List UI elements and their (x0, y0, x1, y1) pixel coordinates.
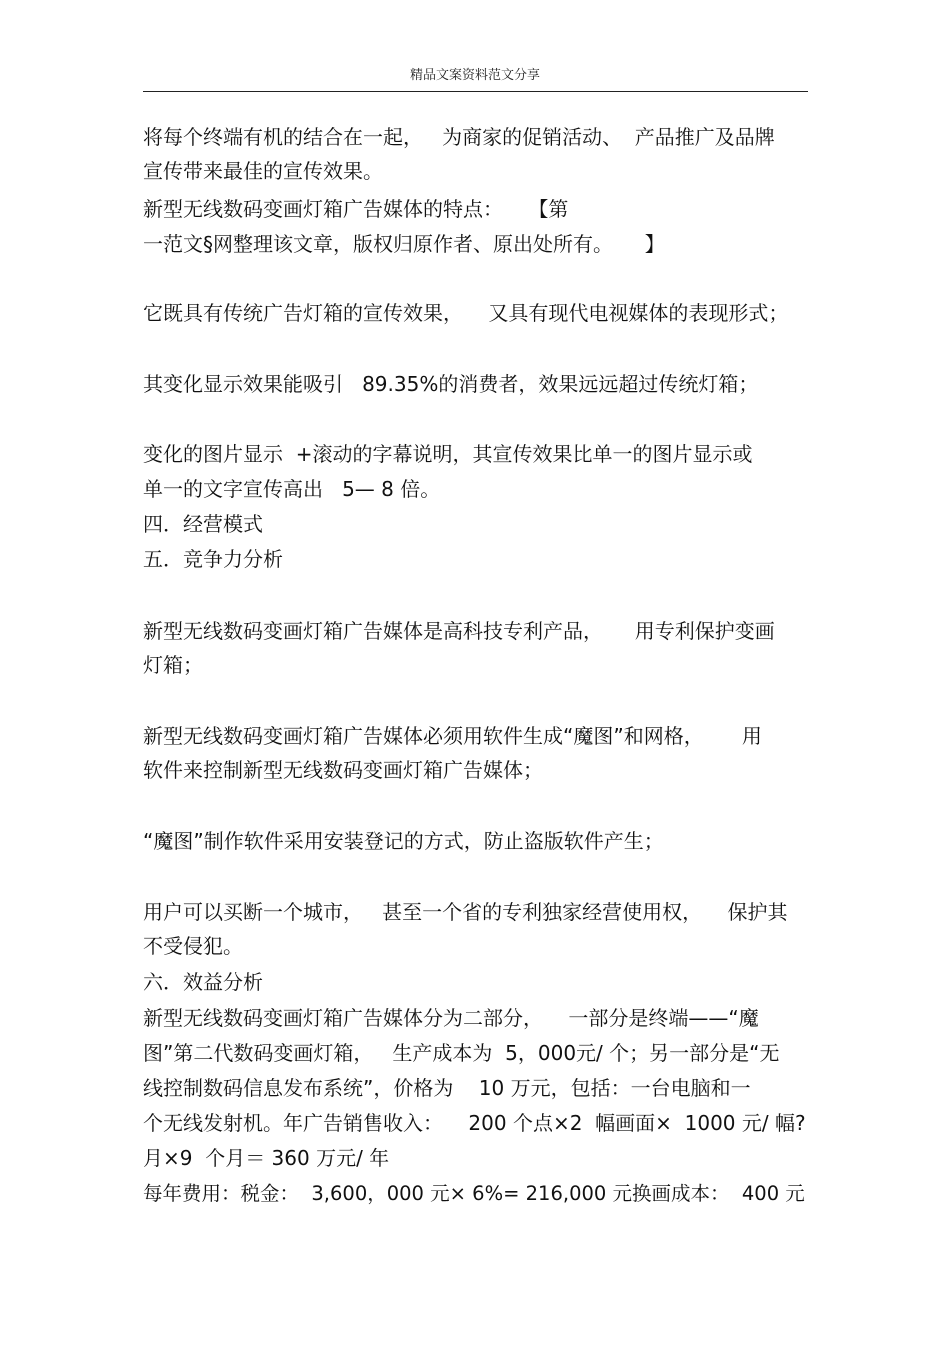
text-line: 新型无线数码变画灯箱广告媒体是高科技专利产品， 用专利保护变画 (143, 619, 775, 643)
text-line: 新型无线数码变画灯箱广告媒体必须用软件生成“魔图”和网格， 用 (143, 724, 762, 748)
page-header: 精品文案资料范文分享 (409, 68, 540, 83)
text-line: 不受侵犯。 (143, 934, 243, 958)
text-line: 单一的文字宣传高出 5— 8 倍。 (143, 477, 441, 501)
text-line: 线控制数码信息发布系统”，价格为 10 万元，包括：一台电脑和一 (143, 1076, 751, 1100)
text-line: 灯箱； (143, 653, 203, 677)
text-line: “魔图”制作软件采用安装登记的方式，防止盗版软件产生； (143, 829, 664, 853)
text-line: 它既具有传统广告灯箱的宣传效果， 又具有现代电视媒体的表现形式； (143, 301, 789, 325)
header-divider (143, 91, 808, 92)
text-line: 五．竞争力分析 (143, 547, 283, 571)
text-line: 宣传带来最佳的宣传效果。 (143, 159, 383, 183)
text-line: 变化的图片显示 +滚动的字幕说明，其宣传效果比单一的图片显示或 (143, 442, 753, 466)
text-line: 六．效益分析 (143, 970, 263, 994)
text-line: 图”第二代数码变画灯箱， 生产成本为 5，000元/ 个；另一部分是“无 (143, 1041, 780, 1065)
text-line: 一范文§网整理该文章，版权归原作者、原出处所有。 】 (143, 232, 665, 256)
text-line: 四．经营模式 (143, 512, 263, 536)
text-line: 新型无线数码变画灯箱广告媒体的特点： 【第 (143, 197, 569, 221)
text-line: 其变化显示效果能吸引 89.35%的消费者，效果远远超过传统灯箱； (143, 372, 759, 396)
text-line: 用户可以买断一个城市， 甚至一个省的专利独家经营使用权， 保护其 (143, 900, 788, 924)
text-line: 每年费用：税金： 3,600，000 元× 6%= 216,000 元换画成本： 400 元 (143, 1182, 805, 1205)
text-line: 个无线发射机。年广告销售收入： 200 个点×2 幅画面× 1000 元/ 幅? (143, 1111, 806, 1135)
text-line: 月×9 个月＝ 360 万元/ 年 (143, 1146, 390, 1170)
text-line: 软件来控制新型无线数码变画灯箱广告媒体； (143, 758, 543, 782)
text-line: 新型无线数码变画灯箱广告媒体分为二部分， 一部分是终端——“魔 (143, 1006, 759, 1030)
text-line: 将每个终端有机的结合在一起， 为商家的促销活动、 产品推广及品牌 (143, 125, 775, 149)
